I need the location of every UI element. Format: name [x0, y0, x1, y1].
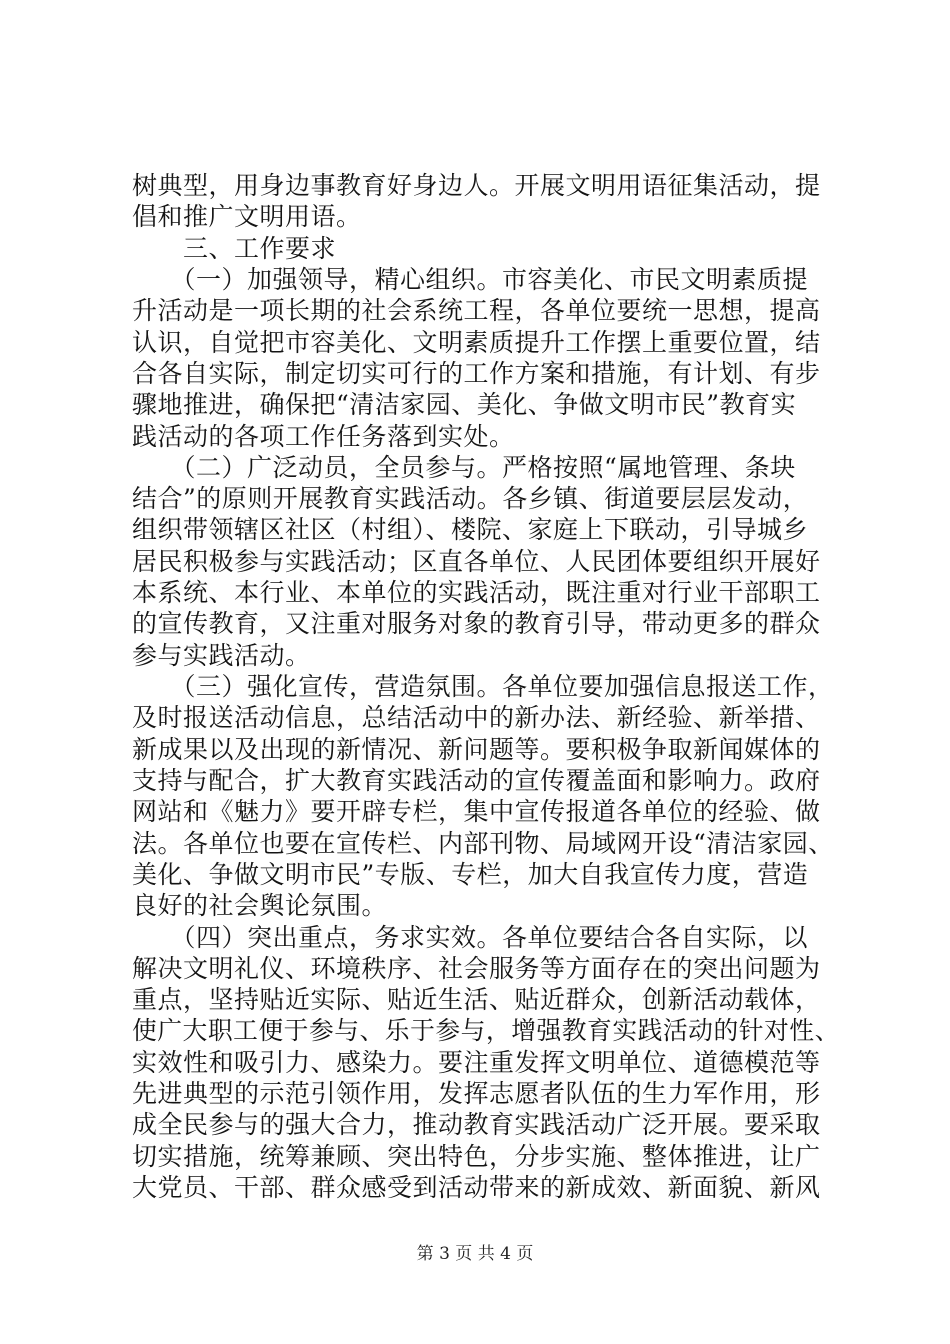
text-line: 树典型，用身边事教育好身边人。开展文明用语征集活动，提: [132, 171, 821, 200]
text-line: 践活动的各项工作任务落到实处。: [132, 422, 515, 451]
text-line: 支持与配合，扩大教育实践活动的宣传覆盖面和影响力。政府: [132, 766, 821, 795]
text-line: 结合”的原则开展教育实践活动。各乡镇、街道要层层发动，: [132, 484, 809, 513]
section-heading: 三、工作要求: [132, 234, 337, 263]
text-line: 重点，坚持贴近实际、贴近生活、贴近群众，创新活动载体，: [132, 985, 821, 1014]
text-line: 成全民参与的强大合力，推动教育实践活动广泛开展。要采取: [132, 1110, 821, 1139]
text-line: （二）广泛动员，全员参与。严格按照“属地管理、条块: [132, 453, 796, 482]
text-line: 参与实践活动。: [132, 641, 311, 670]
text-line: 使广大职工便于参与、乐于参与，增强教育实践活动的针对性、: [132, 1016, 840, 1045]
text-line: 良好的社会舆论氛围。: [132, 891, 388, 920]
text-line: 认识，自觉把市容美化、文明素质提升工作摆上重要位置，结: [132, 328, 821, 357]
text-line: 法。各单位也要在宣传栏、内部刊物、局域网开设“清洁家园、: [132, 829, 834, 858]
text-line: （一）加强领导，精心组织。市容美化、市民文明素质提: [132, 265, 809, 294]
text-line: 合各自实际，制定切实可行的工作方案和措施，有计划、有步: [132, 359, 821, 388]
text-line: 组织带领辖区社区（村组）、楼院、家庭上下联动，引导城乡: [132, 515, 809, 544]
text-line: 美化、争做文明市民”专版、专栏，加大自我宣传力度，营造: [132, 860, 809, 889]
page-number-footer: 第 3 页 共 4 页: [416, 1244, 534, 1264]
text-line: 网站和《魅力》要开辟专栏，集中宣传报道各单位的经验、做: [132, 797, 821, 826]
text-line: 骤地推进，确保把“清洁家园、美化、争做文明市民”教育实: [132, 390, 797, 419]
text-line: 解决文明礼仪、环境秩序、社会服务等方面存在的突出问题为: [132, 954, 821, 983]
text-line: 先进典型的示范引领作用，发挥志愿者队伍的生力军作用，形: [132, 1079, 821, 1108]
text-line: 及时报送活动信息，总结活动中的新办法、新经验、新举措、: [132, 703, 821, 732]
text-line: 切实措施，统筹兼顾、突出特色，分步实施、整体推进，让广: [132, 1142, 821, 1171]
text-line: 新成果以及出现的新情况、新问题等。要积极争取新闻媒体的: [132, 735, 821, 764]
text-line: 居民积极参与实践活动；区直各单位、人民团体要组织开展好: [132, 547, 821, 576]
text-line: （三）强化宣传，营造氛围。各单位要加强信息报送工作，: [132, 672, 834, 701]
text-line: 实效性和吸引力、感染力。要注重发挥文明单位、道德模范等: [132, 1048, 821, 1077]
text-line: 本系统、本行业、本单位的实践活动，既注重对行业干部职工: [132, 578, 821, 607]
text-line: 的宣传教育，又注重对服务对象的教育引导，带动更多的群众: [132, 609, 821, 638]
text-line: 升活动是一项长期的社会系统工程，各单位要统一思想，提高: [132, 296, 821, 325]
text-line: 大党员、干部、群众感受到活动带来的新成效、新面貌、新风: [132, 1173, 821, 1202]
text-line: 倡和推广文明用语。: [132, 202, 362, 231]
text-line: （四）突出重点，务求实效。各单位要结合各自实际，以: [132, 923, 809, 952]
